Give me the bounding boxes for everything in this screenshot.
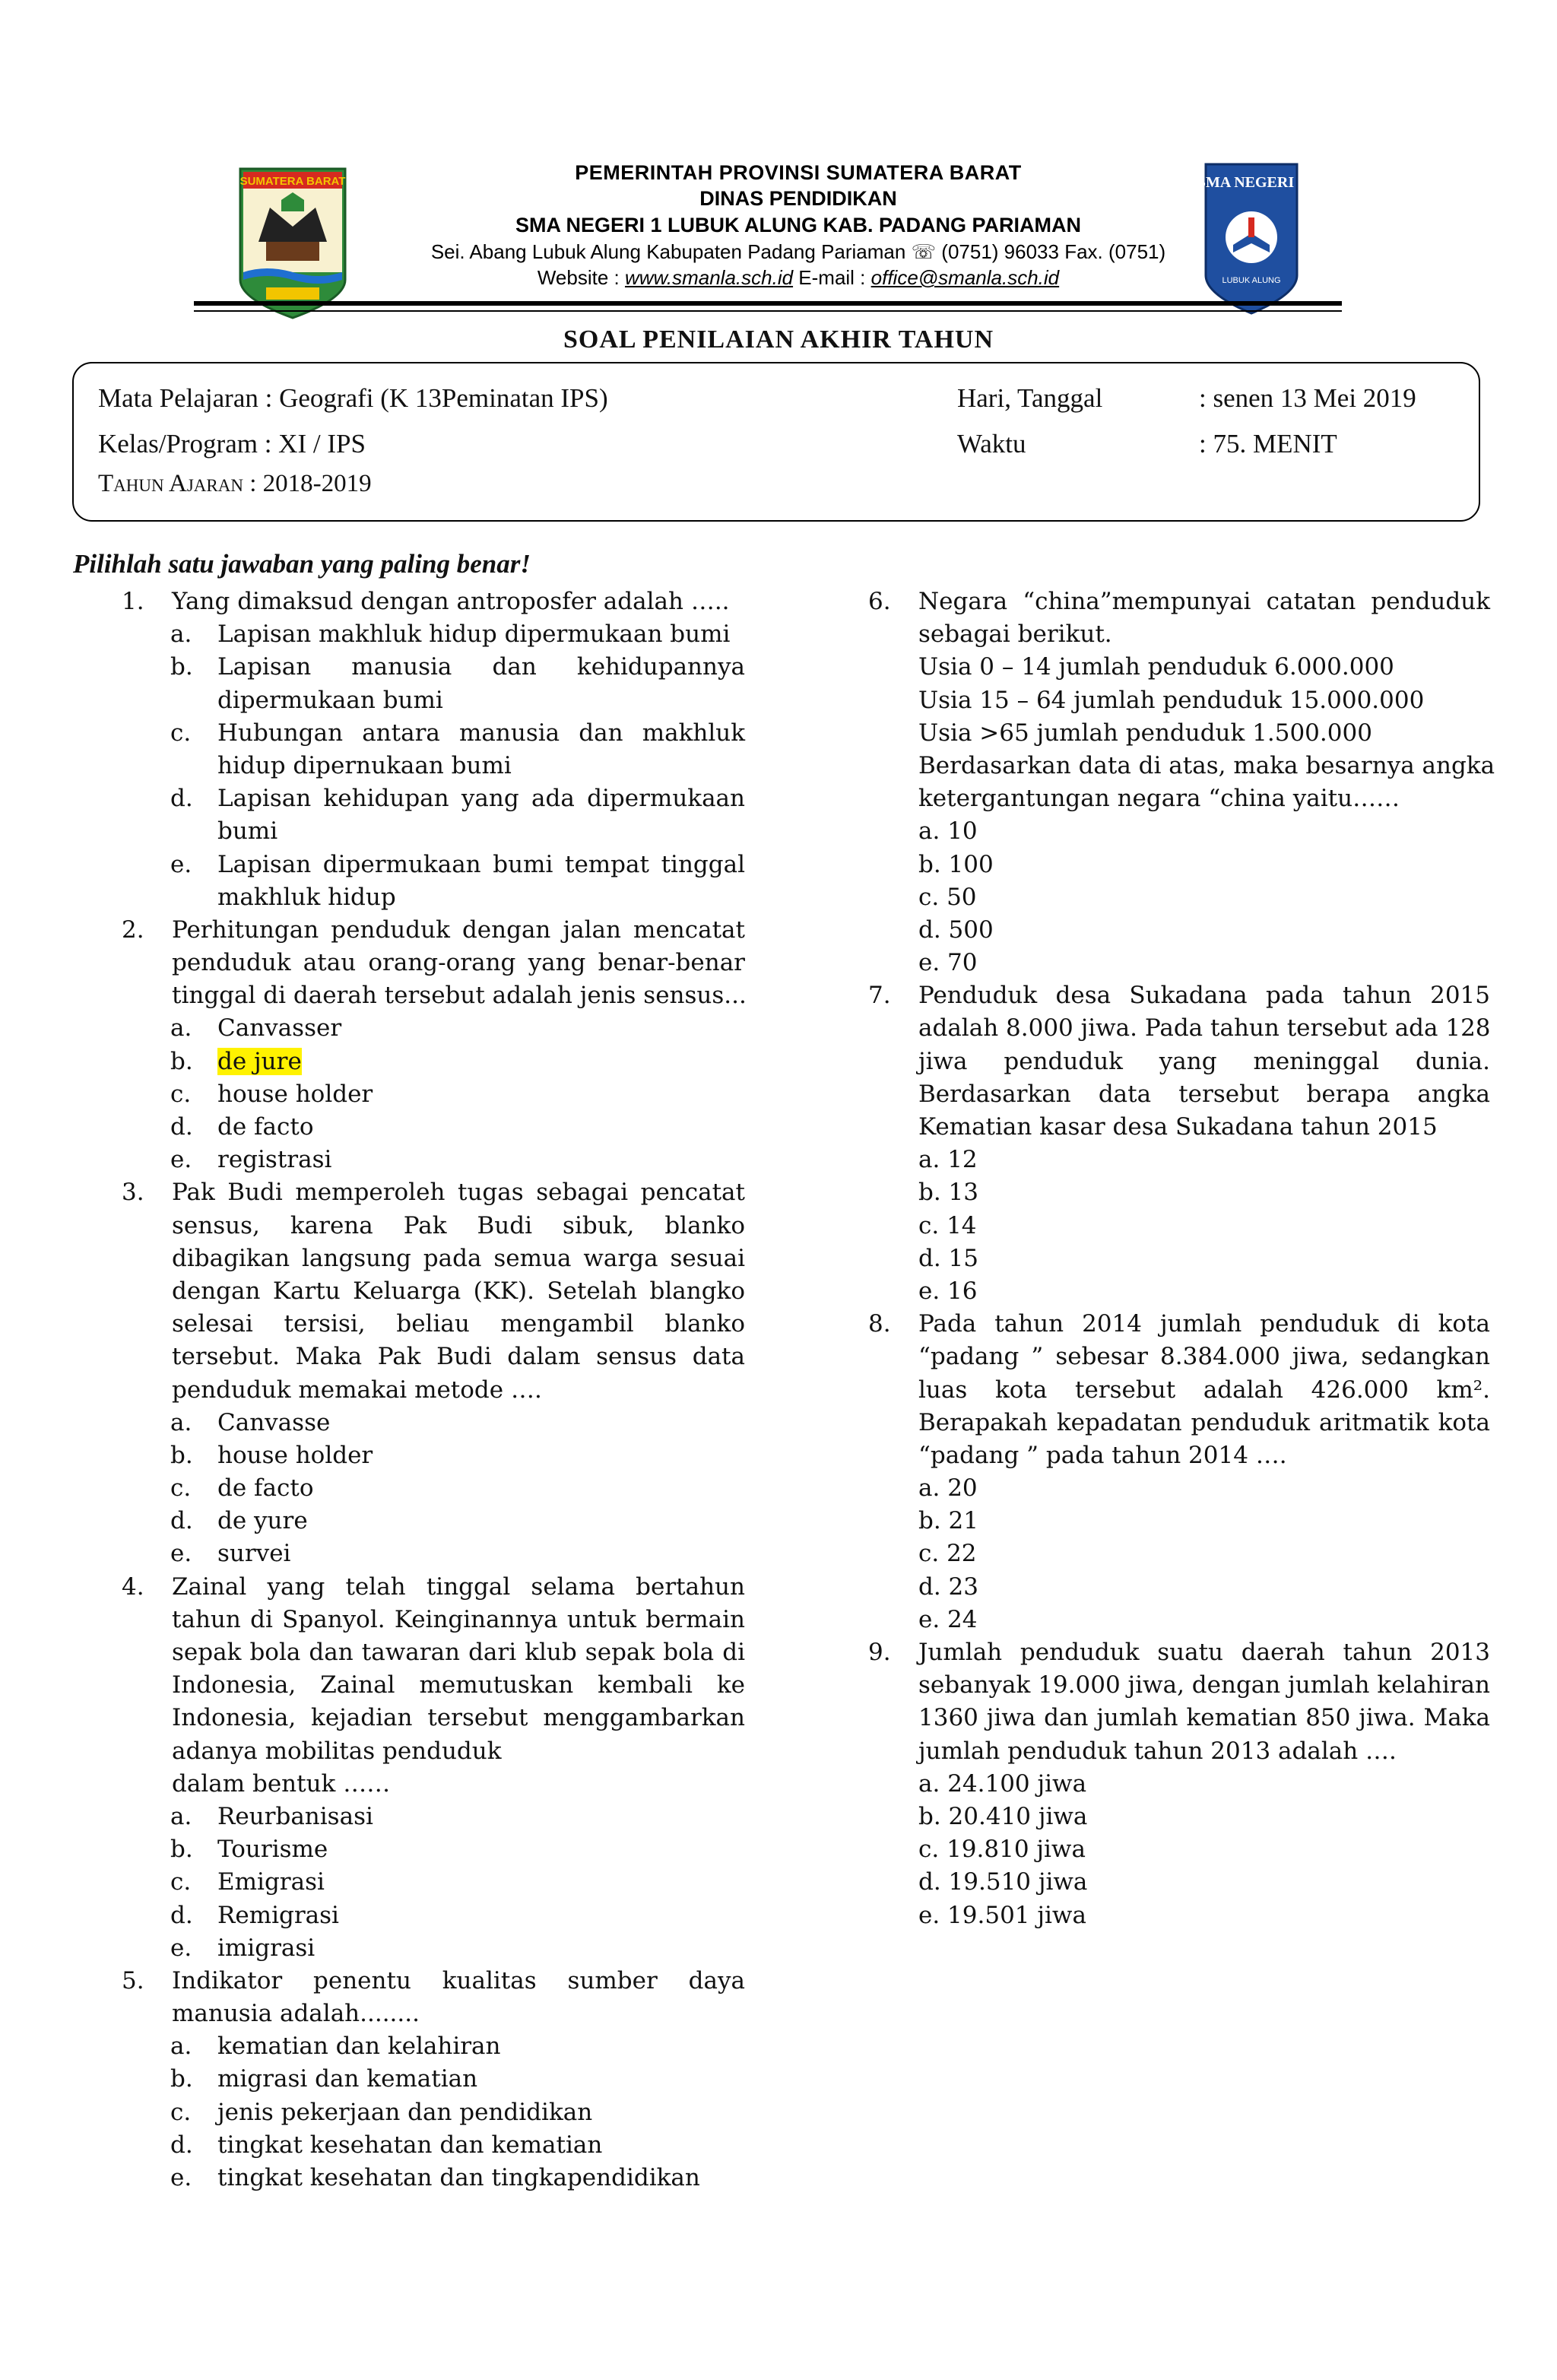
- question-line: [868, 1046, 1490, 1078]
- question-line: [122, 1899, 745, 1932]
- time-label: Waktu: [957, 429, 1026, 459]
- question-line: [868, 881, 1490, 914]
- option-text: Tourisme: [217, 1836, 328, 1864]
- option-letter: e.: [170, 1934, 192, 1962]
- question-text: Kematian kasar desa Sukadana tahun 2015: [918, 1113, 1438, 1141]
- question-line: [122, 651, 745, 684]
- question-line: [868, 1407, 1490, 1439]
- year-label: Tahun Ajaran: [98, 470, 243, 497]
- question-text: tahun di Spanyol. Keinginannya untuk bermain: [172, 1605, 745, 1633]
- question-line: [868, 1571, 1490, 1604]
- question-text: adanya mobilitas penduduk: [172, 1737, 502, 1765]
- question-line: [122, 1308, 745, 1341]
- option-letter: d.: [170, 2131, 193, 2159]
- question-line: [868, 1702, 1490, 1734]
- option-letter: e.: [170, 1146, 192, 1174]
- question-number: 8.: [868, 1310, 891, 1338]
- question-line: [122, 1998, 745, 2030]
- question-line: [122, 849, 745, 881]
- question-text: manusia adalah........: [172, 2000, 420, 2028]
- question-text: a. 20: [918, 1474, 978, 1503]
- question-line: [868, 1275, 1490, 1308]
- question-line: [868, 1308, 1490, 1341]
- question-text: sebagai berikut.: [918, 620, 1112, 649]
- question-line: [122, 1176, 745, 1209]
- option-text: Lapisan makhluk hidup dipermukaan bumi: [217, 620, 731, 649]
- logo-left-label: SUMATERA BARAT: [239, 175, 346, 188]
- option-text: imigrasi: [217, 1934, 316, 1962]
- option-text: Remigrasi: [217, 1901, 339, 1929]
- question-line: [122, 1472, 745, 1505]
- question-text: Jumlah penduduk suatu daerah tahun 2013: [918, 1639, 1490, 1666]
- question-line: [868, 1604, 1490, 1636]
- question-number: 6.: [868, 588, 891, 615]
- question-line: [868, 1439, 1490, 1472]
- letterhead: [304, 160, 1292, 290]
- option-text: bumi: [217, 817, 278, 846]
- question-line: [868, 1801, 1490, 1833]
- question-text: c. 22: [918, 1540, 977, 1568]
- question-text: b. 21: [918, 1507, 978, 1535]
- option-text: Hubungan antara manusia dan makhluk: [217, 719, 745, 747]
- question-line: [122, 717, 745, 750]
- question-text: Indikator penentu kualitas sumber daya: [172, 1966, 745, 1994]
- question-text: Usia 0 – 14 jumlah penduduk 6.000.000: [918, 653, 1394, 681]
- question-line: [122, 782, 745, 815]
- question-text: Berapakah kepadatan penduduk aritmatik kota: [918, 1408, 1490, 1436]
- question-line: [122, 1669, 745, 1702]
- subject-label: Mata Pelajaran: [98, 383, 258, 413]
- question-line: [122, 1965, 745, 1998]
- question-text: 1360 jiwa dan jumlah kematian 850 jiwa. Maka: [918, 1704, 1490, 1732]
- question-text: e. 70: [918, 949, 978, 977]
- option-letter: a.: [170, 620, 192, 649]
- question-line: [122, 1636, 745, 1669]
- letterhead-address: Sei. Abang Lubuk Alung Kabupaten Padang Pariaman ☏ (0751) 96033 Fax. (0751): [430, 240, 1166, 263]
- question-line: [122, 947, 745, 979]
- question-line: [868, 1242, 1490, 1275]
- question-line: [122, 1242, 745, 1275]
- class-value: : XI / IPS: [264, 429, 366, 459]
- question-line: [868, 750, 1495, 782]
- question-text: Yang dimaksud dengan antroposfer adalah …..: [172, 588, 730, 615]
- question-text: sebanyak 19.000 jiwa, dengan jumlah kelahiran: [918, 1671, 1490, 1699]
- letterhead-department: DINAS PENDIDIKAN: [699, 187, 897, 210]
- question-line: [868, 947, 1490, 979]
- option-letter: d.: [170, 1507, 193, 1535]
- question-number: 3.: [122, 1179, 144, 1207]
- option-letter: c.: [170, 1474, 192, 1503]
- question-line: [122, 1144, 745, 1176]
- option-letter: b.: [170, 2065, 193, 2093]
- question-line: [122, 1702, 745, 1734]
- question-line: [122, 1604, 745, 1636]
- question-line: [122, 1111, 745, 1144]
- question-line: [122, 1046, 745, 1078]
- question-text: e. 16: [918, 1277, 978, 1305]
- question-text: jiwa penduduk yang meninggal dunia.: [918, 1047, 1490, 1075]
- option-letter: b.: [170, 1047, 193, 1075]
- question-text: penduduk memakai metode ….: [172, 1376, 542, 1404]
- question-line: [122, 1735, 745, 1768]
- question-line: [868, 1636, 1490, 1669]
- question-text: dalam bentuk ……: [172, 1769, 391, 1798]
- subject-row: [98, 383, 608, 414]
- question-text: Berdasarkan data tersebut berapa angka: [918, 1080, 1490, 1108]
- year-row: [98, 470, 372, 498]
- option-text: Canvasse: [217, 1408, 331, 1436]
- question-line: [868, 1078, 1490, 1111]
- question-number: 7.: [868, 982, 891, 1010]
- question-line: [122, 914, 745, 947]
- option-letter: a.: [170, 2033, 192, 2061]
- question-text: “padang ” pada tahun 2014 ….: [918, 1441, 1287, 1469]
- option-letter: d.: [170, 1901, 193, 1929]
- website-label: Website :: [537, 266, 625, 289]
- option-letter: c.: [170, 1868, 192, 1896]
- question-line: [122, 2063, 745, 2096]
- question-text: jumlah penduduk tahun 2013 adalah ….: [918, 1737, 1397, 1765]
- logo-right-sublabel: LUBUK ALUNG: [1222, 276, 1281, 285]
- question-line: [868, 618, 1490, 651]
- date-label: Hari, Tanggal: [957, 383, 1103, 413]
- question-text: Berdasarkan data di atas, maka besarnya angka: [918, 751, 1495, 779]
- question-line: [122, 1012, 745, 1045]
- option-letter: a.: [170, 1014, 192, 1042]
- question-line: [868, 1505, 1490, 1537]
- question-number: 1.: [122, 588, 144, 615]
- question-line: [122, 1571, 745, 1604]
- email-link[interactable]: office@smanla.sch.id: [870, 266, 1060, 289]
- question-line: [868, 684, 1490, 717]
- question-line: [122, 1801, 745, 1833]
- email-label: E-mail :: [793, 266, 871, 289]
- option-letter: e.: [170, 850, 192, 878]
- question-text: sepak bola dan tawaran dari klub sepak bola di: [172, 1639, 745, 1666]
- option-text: Emigrasi: [217, 1868, 325, 1896]
- question-line: [868, 1899, 1490, 1932]
- highlighted-answer: de jure: [217, 1047, 302, 1075]
- question-number: 9.: [868, 1639, 891, 1666]
- option-text: survei: [217, 1540, 291, 1568]
- question-line: [868, 1341, 1490, 1373]
- question-line: [868, 585, 1490, 618]
- option-text: migrasi dan kematian: [217, 2065, 478, 2093]
- question-line: [868, 1012, 1490, 1045]
- question-text: Pak Budi memperoleh tugas sebagai pencatat: [172, 1179, 745, 1207]
- option-letter: e.: [170, 2164, 192, 2191]
- question-text: tinggal di daerah tersebut adalah jenis sensus...: [172, 982, 747, 1010]
- class-label: Kelas/Program: [98, 429, 258, 459]
- question-line: [122, 1439, 745, 1472]
- question-text: dibagikan langsung pada semua warga sesuai: [172, 1244, 745, 1272]
- question-line: [122, 881, 745, 914]
- letterhead-government: PEMERINTAH PROVINSI SUMATERA BARAT: [575, 161, 1022, 184]
- question-line: [868, 1210, 1490, 1242]
- exam-info-box: [72, 362, 1480, 522]
- question-line: [868, 815, 1490, 848]
- option-text: de facto: [217, 1113, 314, 1141]
- question-line: [868, 1833, 1490, 1866]
- question-text: d. 23: [918, 1572, 978, 1601]
- option-letter: b.: [170, 653, 193, 681]
- question-line: [868, 1735, 1490, 1768]
- question-text: c. 14: [918, 1211, 977, 1239]
- letterhead-contact: [304, 265, 1292, 290]
- option-letter: c.: [170, 1080, 192, 1108]
- option-letter: b.: [170, 1441, 193, 1469]
- question-line: [868, 717, 1490, 750]
- question-line: [122, 1078, 745, 1111]
- question-line: [122, 815, 745, 848]
- question-line: [868, 979, 1490, 1012]
- question-line: [868, 1374, 1490, 1407]
- option-text: hidup dipernukaan bumi: [217, 751, 512, 779]
- question-text: d. 19.510 jiwa: [918, 1868, 1088, 1896]
- question-line: [122, 2162, 745, 2194]
- question-number: 4.: [122, 1572, 144, 1601]
- question-text: d. 500: [918, 916, 994, 944]
- question-line: [122, 1210, 745, 1242]
- option-text: Lapisan dipermukaan bumi tempat tinggal: [217, 850, 745, 878]
- subject-value: : Geografi (K 13Peminatan IPS): [265, 383, 608, 413]
- option-text: dipermukaan bumi: [217, 686, 443, 714]
- option-text: Lapisan manusia dan kehidupannya: [217, 653, 745, 681]
- question-text: penduduk atau orang-orang yang benar-benar: [172, 949, 745, 977]
- question-line: [868, 1176, 1490, 1209]
- question-line: [122, 585, 745, 618]
- question-line: [868, 651, 1490, 684]
- question-text: Negara “china”mempunyai catatan penduduk: [918, 588, 1490, 615]
- question-text: adalah 8.000 jiwa. Pada tahun tersebut ada 128: [918, 1014, 1491, 1042]
- question-line: [868, 1472, 1490, 1505]
- question-text: Perhitungan penduduk dengan jalan mencatat: [172, 916, 745, 944]
- option-text: [217, 1046, 745, 1078]
- question-number: 5.: [122, 1966, 144, 1994]
- question-line: [122, 1505, 745, 1537]
- question-line: [868, 1537, 1490, 1570]
- question-number: 2.: [122, 916, 144, 944]
- question-line: [122, 2096, 745, 2129]
- question-line: [122, 684, 745, 717]
- option-text: Canvasser: [217, 1014, 342, 1042]
- question-text: Usia >65 jumlah penduduk 1.500.000: [918, 719, 1372, 747]
- question-line: [868, 1669, 1490, 1702]
- option-text: house holder: [217, 1080, 373, 1108]
- question-line: [868, 1144, 1490, 1176]
- option-text: de facto: [217, 1474, 314, 1503]
- option-letter: d.: [170, 785, 193, 813]
- question-line: [122, 1537, 745, 1570]
- question-line: [122, 1932, 745, 1965]
- question-text: dengan Kartu Keluarga (KK). Setelah blangko: [172, 1277, 745, 1305]
- option-text: registrasi: [217, 1146, 332, 1174]
- question-text: Pada tahun 2014 jumlah penduduk di kota: [918, 1310, 1490, 1338]
- question-text: b. 20.410 jiwa: [918, 1802, 1088, 1830]
- question-text: tersebut. Maka Pak Budi dalam sensus data: [172, 1343, 745, 1371]
- question-text: ketergantungan negara “china yaitu……: [918, 785, 1400, 813]
- option-letter: e.: [170, 1540, 192, 1568]
- question-text: d. 15: [918, 1244, 978, 1272]
- question-line: [122, 618, 745, 651]
- questions-left-column: [122, 585, 745, 2194]
- question-text: Usia 15 – 64 jumlah penduduk 15.000.000: [918, 686, 1425, 714]
- option-letter: c.: [170, 2098, 192, 2126]
- question-line: [868, 1111, 1490, 1144]
- question-text: “padang ” sebesar 8.384.000 jiwa, sedangkan: [918, 1343, 1490, 1371]
- questions-right-column: [868, 585, 1495, 1932]
- option-text: jenis pekerjaan dan pendidikan: [217, 2098, 593, 2126]
- question-line: [868, 782, 1490, 815]
- question-line: [122, 1407, 745, 1439]
- option-text: house holder: [217, 1441, 373, 1469]
- question-line: [868, 1866, 1490, 1899]
- option-text: tingkat kesehatan dan kematian: [217, 2131, 603, 2159]
- question-text: selesai tersisi, beliau mengambil blanko: [172, 1310, 745, 1338]
- question-line: [122, 1866, 745, 1899]
- question-text: a. 12: [918, 1146, 978, 1174]
- question-line: [122, 750, 745, 782]
- question-text: b. 13: [918, 1179, 978, 1207]
- exam-title: SOAL PENILAIAN AKHIR TAHUN: [563, 325, 994, 354]
- question-text: a. 10: [918, 817, 978, 846]
- question-text: luas kota tersebut adalah 426.000 km².: [918, 1376, 1490, 1404]
- question-text: e. 19.501 jiwa: [918, 1901, 1086, 1929]
- question-line: [868, 914, 1490, 947]
- question-line: [868, 849, 1490, 881]
- question-line: [122, 1275, 745, 1308]
- option-text: makhluk hidup: [217, 883, 396, 911]
- option-letter: d.: [170, 1113, 193, 1141]
- option-text: de yure: [217, 1507, 308, 1535]
- question-text: Indonesia, Zainal memutuskan kembali ke: [172, 1671, 745, 1699]
- question-text: sensus, karena Pak Budi sibuk, blanko: [172, 1211, 745, 1239]
- option-text: Lapisan kehidupan yang ada dipermukaan: [217, 785, 745, 813]
- website-link[interactable]: www.smanla.sch.id: [624, 266, 794, 289]
- option-text: Reurbanisasi: [217, 1802, 373, 1830]
- year-value: : 2018-2019: [249, 470, 372, 497]
- question-line: [122, 1833, 745, 1866]
- option-letter: a.: [170, 1408, 192, 1436]
- option-letter: c.: [170, 719, 192, 747]
- option-text: kematian dan kelahiran: [217, 2033, 501, 2061]
- question-text: c. 19.810 jiwa: [918, 1836, 1086, 1864]
- letterhead-school-name: SMA NEGERI 1 LUBUK ALUNG KAB. PADANG PARIAMAN: [515, 214, 1081, 236]
- letterhead-thick-rule: [194, 301, 1342, 306]
- question-line: [868, 1768, 1490, 1801]
- question-line: [122, 1768, 745, 1801]
- question-line: [122, 2129, 745, 2162]
- question-text: a. 24.100 jiwa: [918, 1769, 1087, 1798]
- question-line: [122, 1374, 745, 1407]
- question-text: c. 50: [918, 883, 977, 911]
- option-letter: a.: [170, 1802, 192, 1830]
- question-line: [122, 2030, 745, 2063]
- date-value: : senen 13 Mei 2019: [1199, 383, 1416, 413]
- logo-right-label: SMA NEGERI 1: [1197, 174, 1306, 191]
- instruction-text: Pilihlah satu jawaban yang paling benar!: [73, 549, 531, 579]
- question-line: [122, 979, 745, 1012]
- question-text: Penduduk desa Sukadana pada tahun 2015: [918, 982, 1490, 1010]
- option-letter: b.: [170, 1836, 193, 1864]
- question-text: b. 100: [918, 850, 994, 878]
- option-text: tingkat kesehatan dan tingkapendidikan: [217, 2164, 700, 2191]
- time-value: : 75. MENIT: [1199, 429, 1337, 459]
- question-text: Indonesia, kejadian tersebut menggambarkan: [172, 1704, 745, 1732]
- class-row: [98, 429, 366, 459]
- question-text: e. 24: [918, 1605, 978, 1633]
- question-line: [122, 1341, 745, 1373]
- letterhead-thin-rule: [194, 310, 1342, 312]
- question-text: Zainal yang telah tinggal selama bertahun: [172, 1572, 745, 1601]
